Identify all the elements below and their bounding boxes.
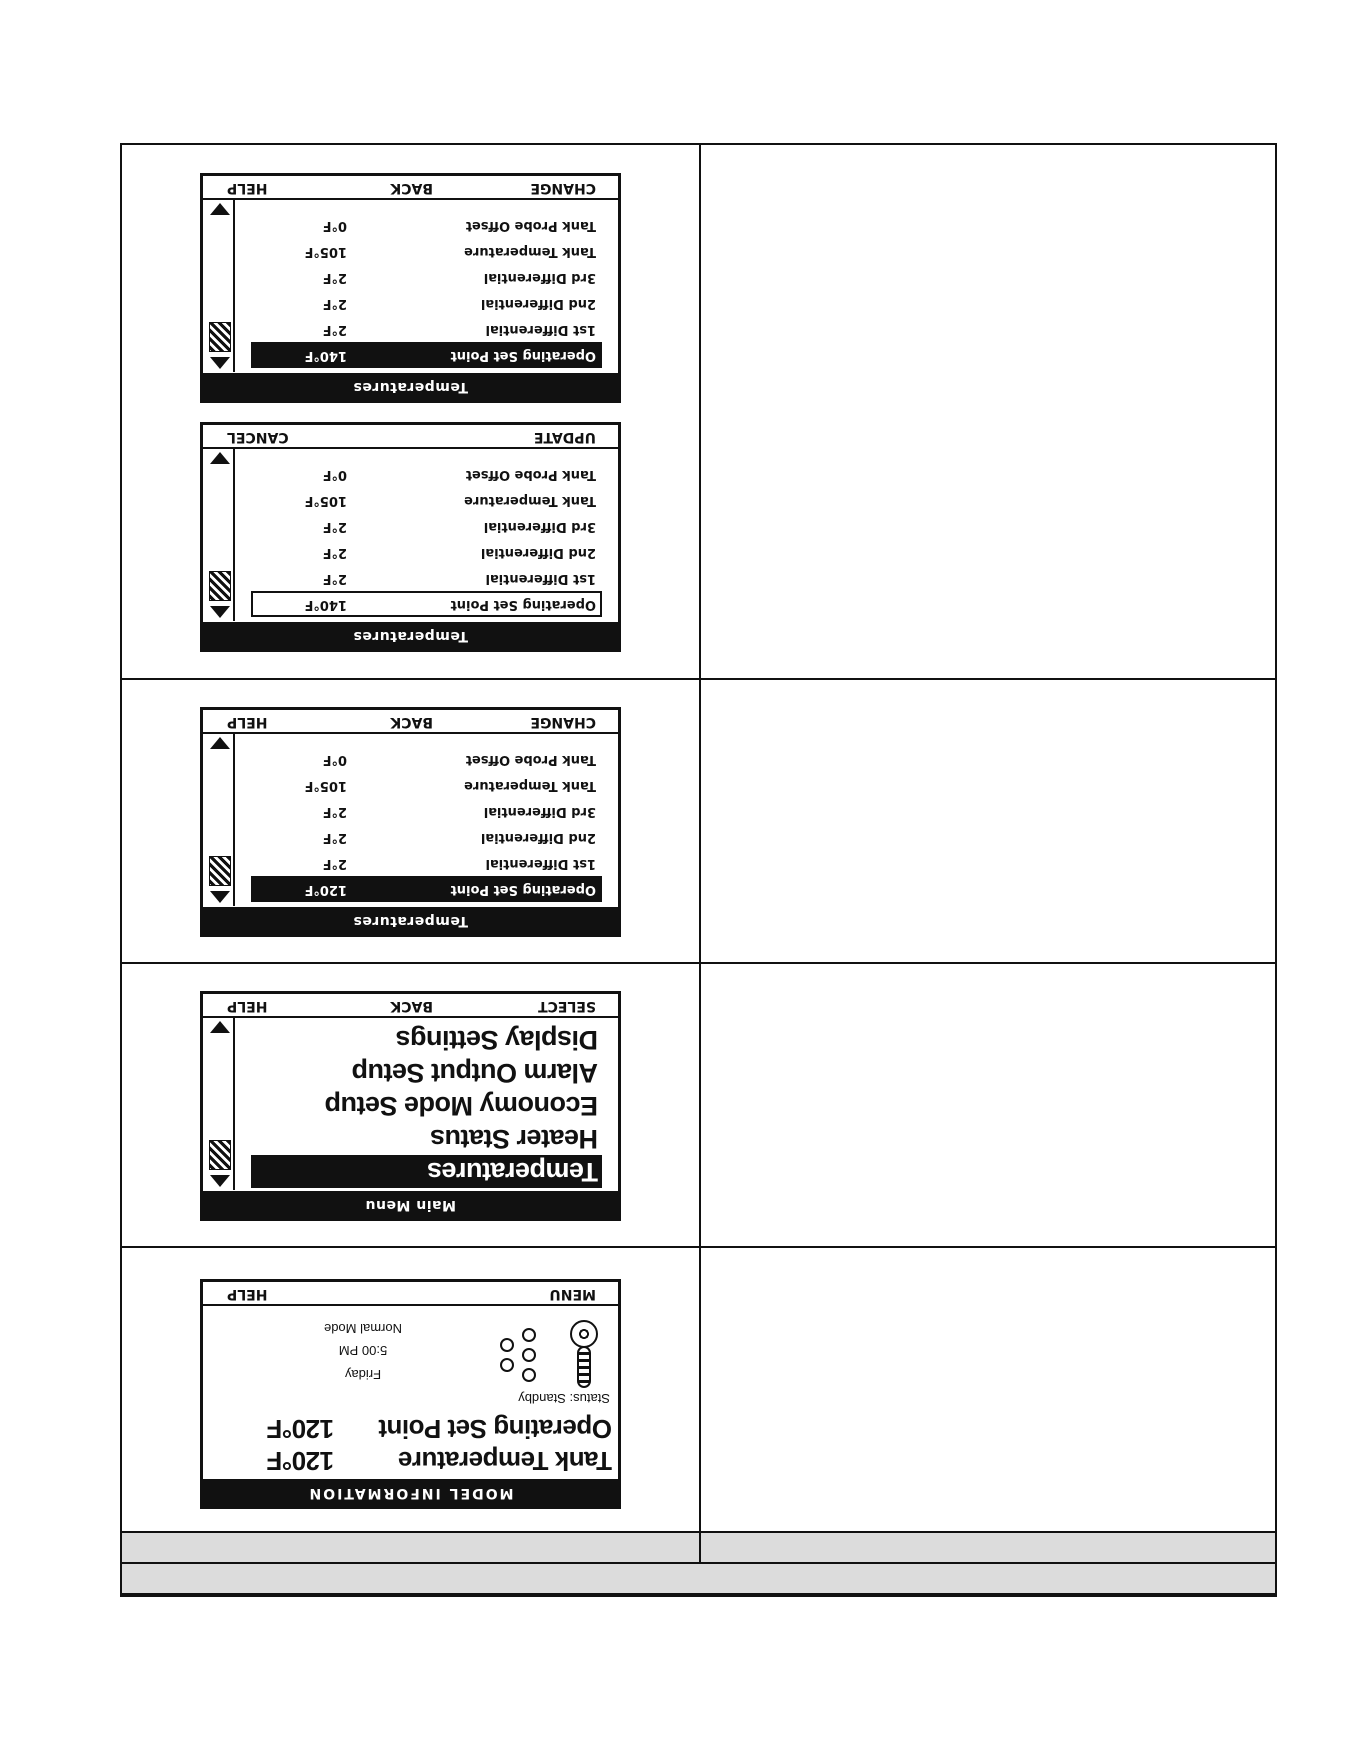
- help-softkey[interactable]: HELP: [227, 180, 268, 196]
- list-item[interactable]: [251, 746, 602, 772]
- item-label: 2nd Differential: [480, 296, 596, 311]
- item-value: 120°F: [304, 882, 347, 897]
- back-softkey[interactable]: BACK: [390, 998, 433, 1014]
- led-icon: [522, 1368, 536, 1382]
- list-item[interactable]: [251, 824, 602, 850]
- led-icon: [522, 1328, 536, 1342]
- menu-list: [251, 1023, 602, 1188]
- list-item[interactable]: [251, 342, 602, 368]
- item-label: Tank Probe Offset: [465, 752, 596, 767]
- lcd-main-menu: [200, 991, 621, 1221]
- list-item[interactable]: [251, 850, 602, 876]
- list-item[interactable]: [251, 316, 602, 342]
- item-value: 0°F: [322, 752, 347, 767]
- item-label: Operating Set Point: [450, 348, 596, 363]
- list-item[interactable]: [251, 772, 602, 798]
- item-value: 2°F: [322, 571, 347, 586]
- item-label: Tank Probe Offset: [465, 218, 596, 233]
- led-icon: [500, 1358, 514, 1372]
- item-value: 105°F: [304, 244, 347, 259]
- item-label: Tank Temperature: [464, 493, 596, 508]
- scroll-down-arrow-icon[interactable]: [210, 737, 230, 749]
- item-label: 1st Differential: [485, 322, 596, 337]
- item-value: 2°F: [322, 296, 347, 311]
- scrollbar[interactable]: [207, 1018, 235, 1190]
- back-softkey[interactable]: BACK: [390, 714, 433, 730]
- lcd-home-screen: [200, 1279, 621, 1509]
- tank-temperature-value: 120°F: [266, 1446, 334, 1476]
- lcd-temperatures-updated: [200, 707, 621, 937]
- lcd-temperatures-change: [200, 173, 621, 403]
- time-label: 5:00 PM: [338, 1343, 388, 1358]
- menu-item-alarm-output-setup[interactable]: Alarm Output Setup: [352, 1058, 598, 1088]
- scroll-up-arrow-icon[interactable]: [210, 1175, 230, 1187]
- item-label: 2nd Differential: [480, 830, 596, 845]
- item-label: 3rd Differential: [483, 519, 596, 534]
- scroll-up-arrow-icon[interactable]: [210, 357, 230, 369]
- scroll-thumb[interactable]: [209, 856, 231, 886]
- set-point-label: Operating Set Point: [378, 1414, 612, 1444]
- status-text: Status: Standby: [518, 1391, 610, 1406]
- screen-title: Main Menu: [203, 1191, 618, 1218]
- softkey-bar: [203, 994, 618, 1018]
- scroll-down-arrow-icon[interactable]: [210, 203, 230, 215]
- scrollbar[interactable]: [207, 449, 235, 621]
- item-label: 1st Differential: [485, 571, 596, 586]
- scroll-down-arrow-icon[interactable]: [210, 1021, 230, 1033]
- item-value: 2°F: [322, 856, 347, 871]
- item-value: 140°F: [304, 597, 347, 612]
- screen-title: Temperatures: [203, 373, 618, 400]
- item-label: Tank Temperature: [464, 244, 596, 259]
- list-item[interactable]: [251, 461, 602, 487]
- procedure-table: [120, 143, 1277, 1597]
- item-value: 2°F: [322, 804, 347, 819]
- mode-label: Normal Mode: [323, 1321, 403, 1336]
- item-label: 3rd Differential: [483, 270, 596, 285]
- softkey-bar: [203, 425, 618, 449]
- set-point-value: 120°F: [266, 1414, 334, 1444]
- settings-list: [251, 746, 602, 902]
- set-point-row: [266, 1413, 612, 1444]
- softkey-bar: [203, 1282, 618, 1306]
- table-footer-row: [122, 1533, 1275, 1564]
- tank-temperature-label: Tank Temperature: [398, 1446, 612, 1476]
- update-softkey[interactable]: UPDATE: [533, 429, 596, 445]
- scroll-up-arrow-icon[interactable]: [210, 891, 230, 903]
- item-label: Operating Set Point: [450, 597, 596, 612]
- list-item[interactable]: [251, 238, 602, 264]
- list-item[interactable]: [251, 513, 602, 539]
- item-value: 105°F: [304, 778, 347, 793]
- list-item[interactable]: [251, 591, 602, 617]
- list-item[interactable]: [251, 487, 602, 513]
- scrollbar[interactable]: [207, 734, 235, 906]
- thermometer-probe-icon: [568, 1316, 598, 1388]
- item-value: 0°F: [322, 218, 347, 233]
- menu-item-heater-status[interactable]: Heater Status: [430, 1124, 598, 1154]
- list-item[interactable]: [251, 876, 602, 902]
- item-value: 140°F: [304, 348, 347, 363]
- item-label: Tank Temperature: [464, 778, 596, 793]
- help-softkey[interactable]: HELP: [227, 714, 268, 730]
- change-softkey[interactable]: CHANGE: [530, 180, 596, 196]
- settings-list: [251, 212, 602, 368]
- list-item[interactable]: [251, 798, 602, 824]
- help-softkey[interactable]: HELP: [227, 998, 268, 1014]
- menu-item-temperatures[interactable]: Temperatures: [251, 1155, 602, 1188]
- scroll-thumb[interactable]: [209, 1140, 231, 1170]
- change-softkey[interactable]: CHANGE: [530, 714, 596, 730]
- list-item[interactable]: [251, 264, 602, 290]
- screen-title: MODEL INFORMATION: [203, 1479, 618, 1506]
- screen-title: Temperatures: [203, 622, 618, 649]
- item-label: 3rd Differential: [483, 804, 596, 819]
- item-value: 2°F: [322, 270, 347, 285]
- help-softkey[interactable]: HELP: [227, 1286, 268, 1302]
- softkey-bar: [203, 710, 618, 734]
- settings-list: [251, 461, 602, 617]
- scroll-thumb[interactable]: [209, 571, 231, 601]
- led-icon: [522, 1348, 536, 1362]
- screen-title: Temperatures: [203, 907, 618, 934]
- item-label: Tank Probe Offset: [465, 467, 596, 482]
- softkey-bar: [203, 176, 618, 200]
- menu-item-display-settings[interactable]: Display Settings: [395, 1025, 598, 1055]
- list-item[interactable]: [251, 290, 602, 316]
- column-divider: [699, 1533, 701, 1562]
- item-value: 0°F: [322, 467, 347, 482]
- scrollbar[interactable]: [207, 200, 235, 372]
- item-value: 2°F: [322, 322, 347, 337]
- item-label: 2nd Differential: [480, 545, 596, 560]
- item-value: 2°F: [322, 519, 347, 534]
- select-softkey[interactable]: SELECT: [538, 998, 596, 1014]
- menu-softkey[interactable]: MENU: [549, 1286, 596, 1302]
- scroll-down-arrow-icon[interactable]: [210, 452, 230, 464]
- back-softkey[interactable]: BACK: [390, 180, 433, 196]
- list-item[interactable]: [251, 212, 602, 238]
- item-value: 2°F: [322, 830, 347, 845]
- tank-temperature-row: [266, 1445, 612, 1476]
- item-value: 2°F: [322, 545, 347, 560]
- scroll-up-arrow-icon[interactable]: [210, 606, 230, 618]
- list-item[interactable]: [251, 539, 602, 565]
- table-footer-row: [122, 1564, 1275, 1595]
- cancel-softkey[interactable]: CANCEL: [227, 429, 289, 445]
- day-label: Friday: [344, 1367, 382, 1382]
- scroll-thumb[interactable]: [209, 322, 231, 352]
- item-label: Operating Set Point: [450, 882, 596, 897]
- list-item[interactable]: [251, 565, 602, 591]
- lcd-temperatures-update: [200, 422, 621, 652]
- led-icon: [500, 1338, 514, 1352]
- item-value: 105°F: [304, 493, 347, 508]
- item-label: 1st Differential: [485, 856, 596, 871]
- column-divider: [699, 145, 701, 1564]
- menu-item-economy-mode-setup[interactable]: Economy Mode Setup: [324, 1091, 598, 1121]
